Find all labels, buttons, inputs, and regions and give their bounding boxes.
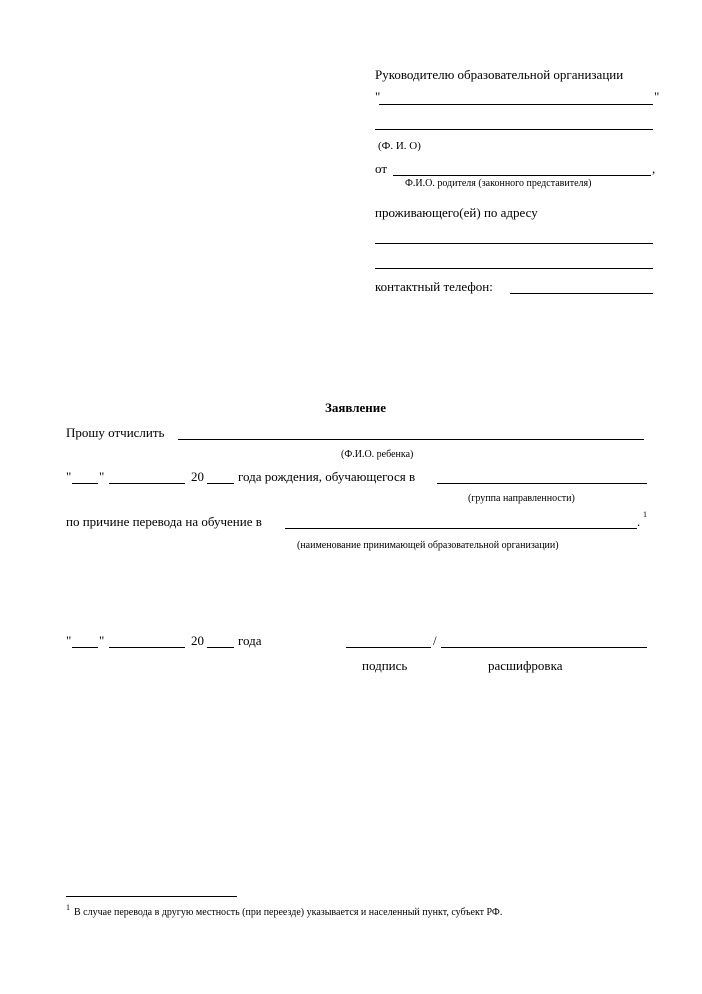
birth-month-blank[interactable]: [109, 483, 185, 484]
sign-year-suffix: года: [238, 633, 262, 648]
address-blank-line-1[interactable]: [375, 243, 653, 244]
org-caption: (наименование принимающей образовательной организации): [297, 540, 559, 551]
address-blank-line-2[interactable]: [375, 268, 653, 269]
footnote-separator: [66, 896, 237, 897]
birth-text: года рождения, обучающегося в: [238, 469, 416, 484]
decode-caption: расшифровка: [488, 658, 563, 673]
reason-end-period: .: [637, 514, 641, 529]
sign-month-blank[interactable]: [109, 647, 185, 648]
document-title: Заявление: [325, 400, 387, 415]
phone-blank-line[interactable]: [510, 293, 653, 294]
sign-quote-close: ": [99, 633, 105, 648]
group-caption: (группа направленности): [468, 493, 575, 504]
child-name-blank-line[interactable]: [178, 439, 644, 440]
group-blank-line[interactable]: [437, 483, 647, 484]
birth-day-blank[interactable]: [72, 483, 98, 484]
signature-slash: /: [433, 633, 437, 648]
addressee-line: Руководителю образовательной организации: [375, 67, 624, 82]
birth-year-prefix: 20: [191, 469, 204, 484]
footnote-ref-mark[interactable]: 1: [643, 510, 647, 519]
sign-year-blank[interactable]: [207, 647, 234, 648]
sign-quote-open: ": [66, 633, 72, 648]
from-comma: ,: [652, 161, 656, 176]
footnote-text: В случае перевода в другую местность (при переезде) указывается и населенный пункт, субъект РФ.: [74, 907, 503, 918]
sign-year-prefix: 20: [191, 633, 204, 648]
child-caption: (Ф.И.О. ребенка): [341, 449, 414, 460]
footnote-mark: 1: [66, 903, 70, 912]
decode-blank-line[interactable]: [441, 647, 647, 648]
birth-quote-close: ": [99, 469, 105, 484]
fio-caption: (Ф. И. О): [378, 140, 421, 152]
org-name-quote-open: ": [375, 89, 381, 104]
sign-caption: подпись: [362, 658, 408, 673]
request-label: Прошу отчислить: [66, 425, 165, 440]
head-name-blank-line[interactable]: [375, 129, 653, 130]
residing-label: проживающего(ей) по адресу: [375, 205, 538, 220]
from-label: от: [375, 161, 388, 176]
phone-label: контактный телефон:: [375, 279, 493, 294]
org-name-blank-line[interactable]: [379, 104, 653, 105]
receiving-org-blank-line[interactable]: [285, 528, 637, 529]
org-name-quote-close: ": [654, 89, 660, 104]
reason-label: по причине перевода на обучение в: [66, 514, 262, 529]
signature-blank-line[interactable]: [346, 647, 431, 648]
parent-caption: Ф.И.О. родителя (законного представителя): [405, 178, 592, 189]
parent-name-blank-line[interactable]: [393, 175, 651, 176]
birth-quote-open: ": [66, 469, 72, 484]
sign-day-blank[interactable]: [72, 647, 98, 648]
birth-year-blank[interactable]: [207, 483, 234, 484]
